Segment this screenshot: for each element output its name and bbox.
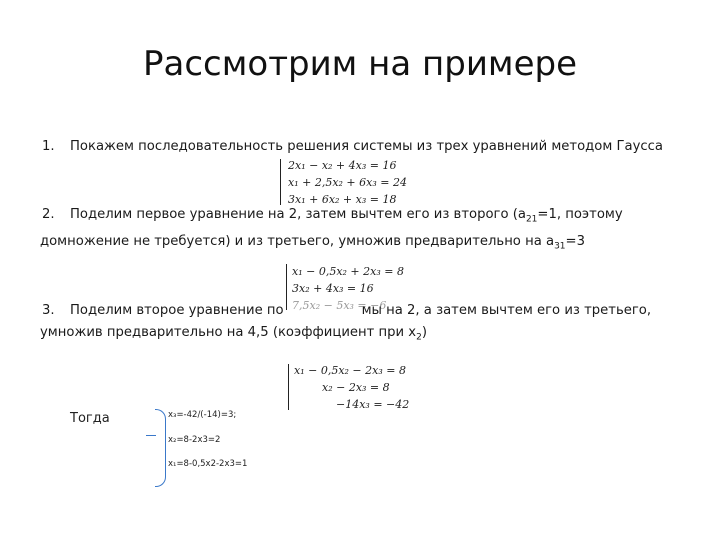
system-1-eq-3: 3x₁ + 6x₂ + x₃ = 18: [288, 193, 397, 206]
slide-title: Рассмотрим на примере: [143, 44, 577, 84]
system-2-eq-3: 7,5x₂ − 5x₃ = −6: [292, 299, 387, 312]
system-3-eq-1: x₁ − 0,5x₂ − 2x₃ = 8: [294, 364, 406, 377]
step-3-line-2: умножив предварительно на 4,5 (коэффициент при x: [40, 325, 417, 340]
step-2-line-1-end: =1, поэтому: [537, 207, 623, 222]
system-1: [288, 160, 407, 205]
step-2-sub-1: 21: [525, 214, 538, 225]
solutions-brace-tip: [146, 435, 156, 436]
system-1-eq-2: x₁ + 2,5x₂ + 6x₃ = 24: [288, 176, 407, 189]
step-2-line-1: Поделим первое уравнение на 2, затем вычтем его из второго (a: [70, 207, 526, 222]
step-2-line-2-end: =3: [565, 233, 585, 249]
step-3-number: 3.: [42, 303, 55, 318]
step-2-sub-2: 31: [554, 241, 566, 252]
solution-x3: x₃=-42/(-14)=3;: [168, 410, 237, 420]
step-1-text: Покажем последовательность решения системы из трех уравнений методом Гаусса: [70, 139, 663, 154]
system-2-eq-1: x₁ − 0,5x₂ + 2x₃ = 8: [292, 265, 404, 278]
then-label: Тогда: [70, 411, 110, 426]
solution-x1: x₁=8-0,5x2-2x3=1: [168, 459, 248, 469]
system-3-eq-3: −14x₃ = −42: [336, 398, 410, 411]
system-2-eq-2: 3x₂ + 4x₃ = 16: [292, 282, 374, 295]
step-2-line-2: домножение не требуется) и из третьего, умножив предварительно на a: [40, 233, 555, 249]
solution-x2: x₂=8-2x3=2: [168, 435, 221, 445]
step-3-sub: 2: [416, 332, 422, 343]
system-3-eq-2: x₂ − 2x₃ = 8: [322, 381, 390, 394]
system-1-brace: [280, 159, 281, 205]
step-3-line-1: Поделим второе уравнение по: [70, 303, 284, 318]
system-1-eq-1: 2x₁ − x₂ + 4x₃ = 16: [288, 159, 397, 172]
step-3-line-2-end: ): [421, 325, 427, 340]
system-3-brace: [288, 364, 289, 410]
solutions-brace-bottom: [155, 436, 166, 487]
step-2-number: 2.: [42, 207, 55, 222]
step-3-line-1-end: мы на 2, а затем вычтем его из третьего,: [361, 303, 652, 318]
step-3: [42, 300, 651, 349]
step-1: [42, 136, 663, 158]
step-2: [42, 204, 623, 257]
system-3: [294, 365, 409, 410]
step-1-number: 1.: [42, 139, 55, 154]
solutions-brace-top: [155, 409, 166, 438]
